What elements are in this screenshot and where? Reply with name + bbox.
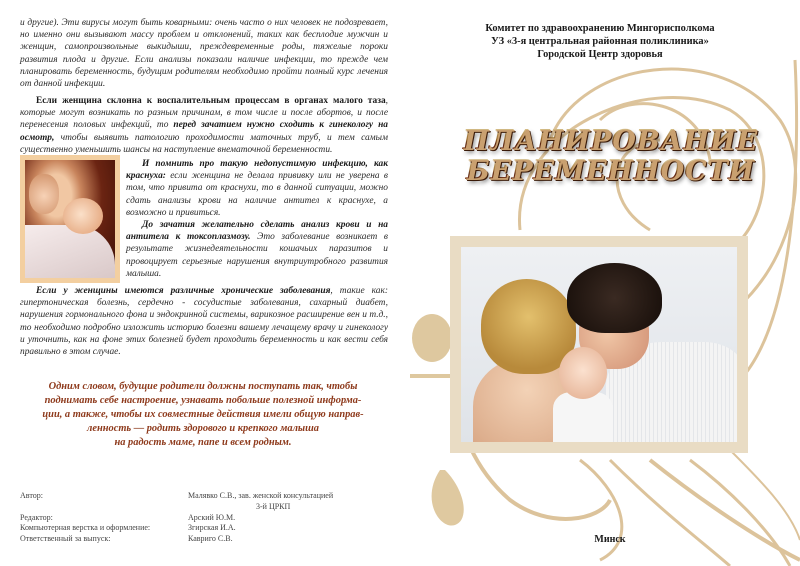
credit-layout [20, 523, 390, 534]
paragraph-text: Это заболевание возникает в результате жизнедеятельности кошачьих паразитов и провоцирует серьезные нарушения внутриутробного развития малыша. [126, 232, 388, 279]
credit-author-sub [20, 502, 390, 513]
paragraph-inflammation [20, 95, 388, 156]
man-hair-shape [567, 263, 662, 333]
mother-baby-photo [25, 160, 115, 278]
credit-label: Ответственный за выпуск: [20, 534, 111, 544]
mother-face-shape [29, 174, 59, 214]
credit-author [20, 491, 390, 502]
paragraph-text: и другие). Эти вирусы могут быть коварными: очень часто о них человек не подозревает, но именно они вызывают массу проблем и отклонений, таких как бесплодие мужчин и женщин, самопроизвольные выкидыши, преждевременные роды, тяжелые пороки развития плода и другие. Если анализы показали наличие инфекции, то прежде чем планировать беременность, будущим родителям необходимо пройти полный курс лечения от данной инфекции. [20, 18, 388, 90]
cover-title [420, 126, 800, 186]
closing-line: поднимать себе настроение, узнавать побольше полезной информа- [44, 395, 362, 406]
closing-statement [30, 380, 376, 450]
title-line-1: ПЛАНИРОВАНИЕ [420, 126, 800, 156]
paragraph-bold: Если женщина склонна к воспалительным процессам в органах малого таза [36, 96, 386, 106]
paragraph-rubella [126, 158, 388, 280]
paragraph-chronic [20, 285, 388, 358]
baby-face-shape [63, 198, 103, 234]
family-photo-frame [450, 236, 748, 453]
paragraph-text: если женщина не делала прививку или не уверена в том, что привита от краснухи, то в данной ситуации, можно сдать анализы крови на наличие антител к краснухе, а возможно и привиться. [126, 171, 388, 218]
org-line: Комитет по здравоохранению Мингорисполкома [485, 23, 715, 34]
closing-line: ции, а также, чтобы их совместные действия имели общую направ- [42, 409, 364, 420]
credit-value: Згирская И.А. [188, 523, 236, 533]
org-line: УЗ «3-я центральная районная поликлиника» [491, 36, 709, 47]
credit-value: Малявко С.В., зав. женской консультацией [188, 491, 334, 500]
paragraph-bold: И помнить про такую недопустимую инфекцию, как краснуха: [126, 159, 388, 182]
closing-line: Одним словом, будущие родители должны поступать так, чтобы [48, 381, 358, 392]
credit-value: Арский Ю.М. [188, 512, 236, 522]
paragraph-bold: До зачатия желательно сделать анализ крови и на антитела к токсоплазмозу. [126, 220, 388, 243]
closing-line: ленность — родить здорового и крепкого малыша [87, 423, 319, 434]
org-line: Городской Центр здоровья [537, 49, 663, 60]
title-line-2: БЕРЕМЕННОСТИ [420, 156, 800, 186]
paragraph-text: чтобы выявить патологию проходимости маточных труб, и тем самым существенно уменьшить шансы на наступление внематочной беременности. [20, 132, 388, 155]
credit-editor [20, 513, 390, 524]
paragraph-infections [20, 17, 388, 90]
family-photo [461, 247, 737, 442]
credit-label: Автор: [20, 491, 43, 500]
baby-head-shape [559, 347, 607, 399]
baby-body-shape [553, 392, 613, 442]
paragraph-text: , которые могут возникать по разным причинам, в том числе и после абортов, и после перенесения половых инфекций, то [20, 96, 388, 131]
closing-line: на радость маме, папе и всем родным. [114, 437, 292, 448]
credit-release [20, 534, 390, 545]
paragraph-text: , такие как: гипертоническая болезнь, сердечно - сосудистые заболевания, сахарный диабет, нарушения гормонального фона и эндокринной системы, варикозное расширение вен и т.д., то необходимо подробно изложить историю болезни вашему лечащему врачу и гинекологу и уточнить, как на фоне этих болезней будет проходить беременность и как вести себя правильно в этом случае. [20, 286, 389, 358]
cover-page [400, 0, 800, 566]
paragraph-bold: Если у женщины имеются различные хронические заболевания [36, 286, 331, 296]
blanket-shape [25, 225, 115, 278]
mother-baby-photo-frame [20, 155, 120, 283]
credit-label: Редактор: [20, 512, 53, 522]
credit-value: Кавриго С.В. [188, 534, 233, 544]
credit-value: 3-й ЦРКП [256, 501, 291, 511]
credits-block [20, 491, 390, 545]
organization-header [400, 22, 800, 61]
credit-label: Компьютерная верстка и оформление: [20, 523, 151, 533]
city-name: Минск [594, 534, 626, 545]
paragraph-bold: перед зачатием нужно сходить к гинекологу на осмотр, [20, 120, 388, 143]
